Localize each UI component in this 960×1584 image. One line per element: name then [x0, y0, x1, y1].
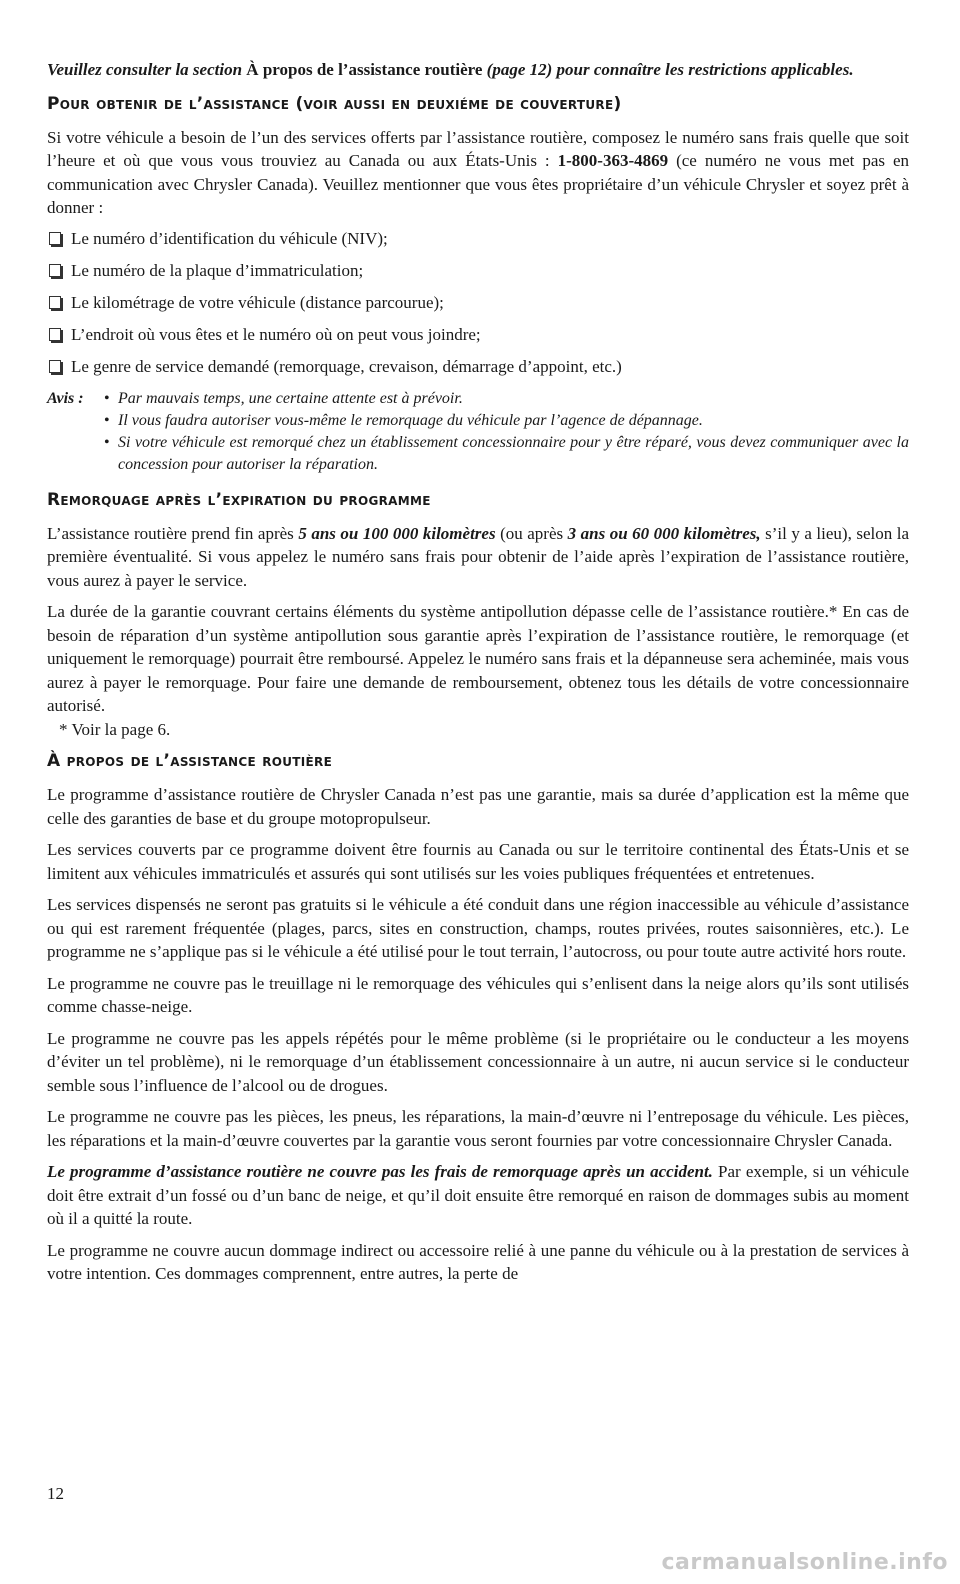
checkbox-icon: [49, 264, 61, 277]
checkbox-icon: [49, 232, 61, 245]
note-item: • Si votre véhicule est remorqué chez un établissement concessionnaire pour y être réparé, vous devez communiquer avec la concession pour autoriser la réparation.: [104, 433, 909, 473]
intro-note: Veuillez consulter la section À propos de l’assistance routière (page 12) pour connaître les restrictions applicables.: [47, 60, 854, 79]
checklist-item: Le kilométrage de votre véhicule (distance parcourue);: [47, 292, 909, 314]
notes-list: [104, 388, 909, 476]
bullet-icon: •: [104, 389, 110, 407]
checklist-item: Le numéro de la plaque d’immatriculation;: [47, 260, 909, 282]
section-heading-expiration: Remorquage après l’expiration du programme: [47, 489, 431, 510]
about-paragraph: Le programme d’assistance routière de Chrysler Canada n’est pas une garantie, mais sa durée d’application est la même que celle des garanties de base et du groupe motopropulseur.: [47, 785, 909, 828]
checkbox-icon: [49, 360, 61, 373]
checklist: [47, 228, 909, 378]
checklist-item: Le genre de service demandé (remorquage, crevaison, démarrage d’appoint, etc.): [47, 356, 909, 378]
bullet-icon: •: [104, 433, 110, 451]
checklist-item: L’endroit où vous êtes et le numéro où on peut vous joindre;: [47, 324, 909, 346]
section-heading-assistance: Pour obtenir de l’assistance (voir aussi en deuxiéme de couverture): [47, 93, 622, 114]
assistance-paragraph: Si votre véhicule a besoin de l’un des services offerts par l’assistance routière, composez le numéro sans frais quelle que soit l’heure et où que vous vous trouviez au Canada ou aux États-Unis : 1-800-363-4869 (ce numéro ne vous met pas en communication avec Chrysler Canada). Veuillez mentionner que vous êtes propriétaire d’un véhicule Chrysler et soyez prêt à donner :: [47, 127, 910, 217]
notes-block: [47, 388, 909, 476]
about-paragraph: Le programme ne couvre pas le treuillage ni le remorquage des véhicules qui s’enlisent dans la neige alors qu’ils sont utilisés comme chasse-neige.: [47, 973, 909, 1016]
checkbox-icon: [49, 296, 61, 309]
coverage-term-alt: 3 ans ou 60 000 kilomètres,: [567, 523, 761, 543]
bullet-icon: •: [104, 411, 110, 429]
about-paragraph: Le programme ne couvre pas les appels répétés pour le même problème (si le propriétaire ou le conducteur a les moyens d’éviter un tel problème), ni le remorquage d’un établissement concessionnaire à un autre, ni aucun service si le conducteur semble sous l’influence de l’alcool ou de drogues.: [47, 1028, 909, 1095]
footnote: * Voir la page 6.: [59, 719, 171, 739]
section-heading-about: À propos de l’assistance routière: [47, 751, 333, 771]
notes-label: Avis :: [47, 389, 84, 407]
about-paragraph: Les services couverts par ce programme doivent être fournis au Canada ou sur le territoire continental des États-Unis et se limitent aux véhicules immatriculés et assurés qui sont utilisés sur les voies publiques fréquentées et entretenues.: [47, 840, 909, 883]
expiration-paragraph: L’assistance routière prend fin après 5 ans ou 100 000 kilomètres (ou après 3 ans ou 60 000 kilomètres, s’il y a lieu), selon la première éventualité. Si vous appelez le numéro sans frais pour obtenir de l’aide après l’expiration de l’assistance routière, vous aurez à payer le service.: [47, 523, 909, 590]
note-item: • Il vous faudra autoriser vous-même le remorquage du véhicule par l’agence de dépannage.: [104, 410, 909, 432]
accident-paragraph: Le programme d’assistance routière ne couvre pas les frais de remorquage après un accident. Par exemple, si un véhicule doit être extrait d’un fossé ou d’un banc de neige, et qu’il doit ensuite être remorqué en raison de dommages subis au moment où il a quitté la route.: [47, 1162, 909, 1228]
checkbox-icon: [49, 328, 61, 341]
phone-number: 1-800-363-4869: [557, 151, 669, 170]
about-paragraph: Le programme ne couvre pas les pièces, les pneus, les réparations, la main-d’œuvre ni l’entreposage du véhicule. Les pièces, les réparations et la main-d’œuvre couvertes par la garantie vous seront fournies par votre concessionnaire Chrysler Canada.: [47, 1107, 909, 1150]
section-reference: À propos de l’assistance routière: [242, 60, 487, 79]
note-item: • Par mauvais temps, une certaine attente est à prévoir.: [104, 388, 909, 410]
page-number: 12: [47, 1484, 64, 1503]
about-paragraph: Les services dispensés ne seront pas gratuits si le véhicule a été conduit dans une région inaccessible au véhicule d’assistance ou qui est rarement fréquentée (plages, parcs, sites en construction, champs, routes privées, routes saisonnières, etc.). Le programme ne s’applique pas si le véhicule a été utilisé pour le tout terrain, l’autocross, ou pour toute autre activité hors route.: [47, 895, 909, 961]
about-paragraph-last: Le programme ne couvre aucun dommage indirect ou accessoire relié à une panne du véhicule ou à la prestation de services à votre intention. Ces dommages comprennent, entre autres, la perte de: [47, 1240, 909, 1283]
page-content: [47, 58, 909, 1294]
checklist-item: Le numéro d’identification du véhicule (NIV);: [47, 228, 909, 250]
emissions-paragraph: La durée de la garantie couvrant certains éléments du système antipollution dépasse celle de l’assistance routière.* En cas de besoin de réparation d’un système antipollution sous garantie après l’expiration de l’assistance routière, le remorquage (et uniquement le remorquage) pourrait être remboursé. Appelez le numéro sans frais et la dépanneuse sera acheminée, mais vous aurez à payer le remorquage. Pour faire une demande de remboursement, obtenez tous les détails de votre concessionnaire autorisé.: [47, 602, 909, 715]
coverage-term: 5 ans ou 100 000 kilomètres: [298, 523, 496, 543]
watermark: carmanualsonline.info: [661, 1550, 948, 1575]
accident-warning: Le programme d’assistance routière ne couvre pas les frais de remorquage après un accident.: [47, 1162, 713, 1181]
